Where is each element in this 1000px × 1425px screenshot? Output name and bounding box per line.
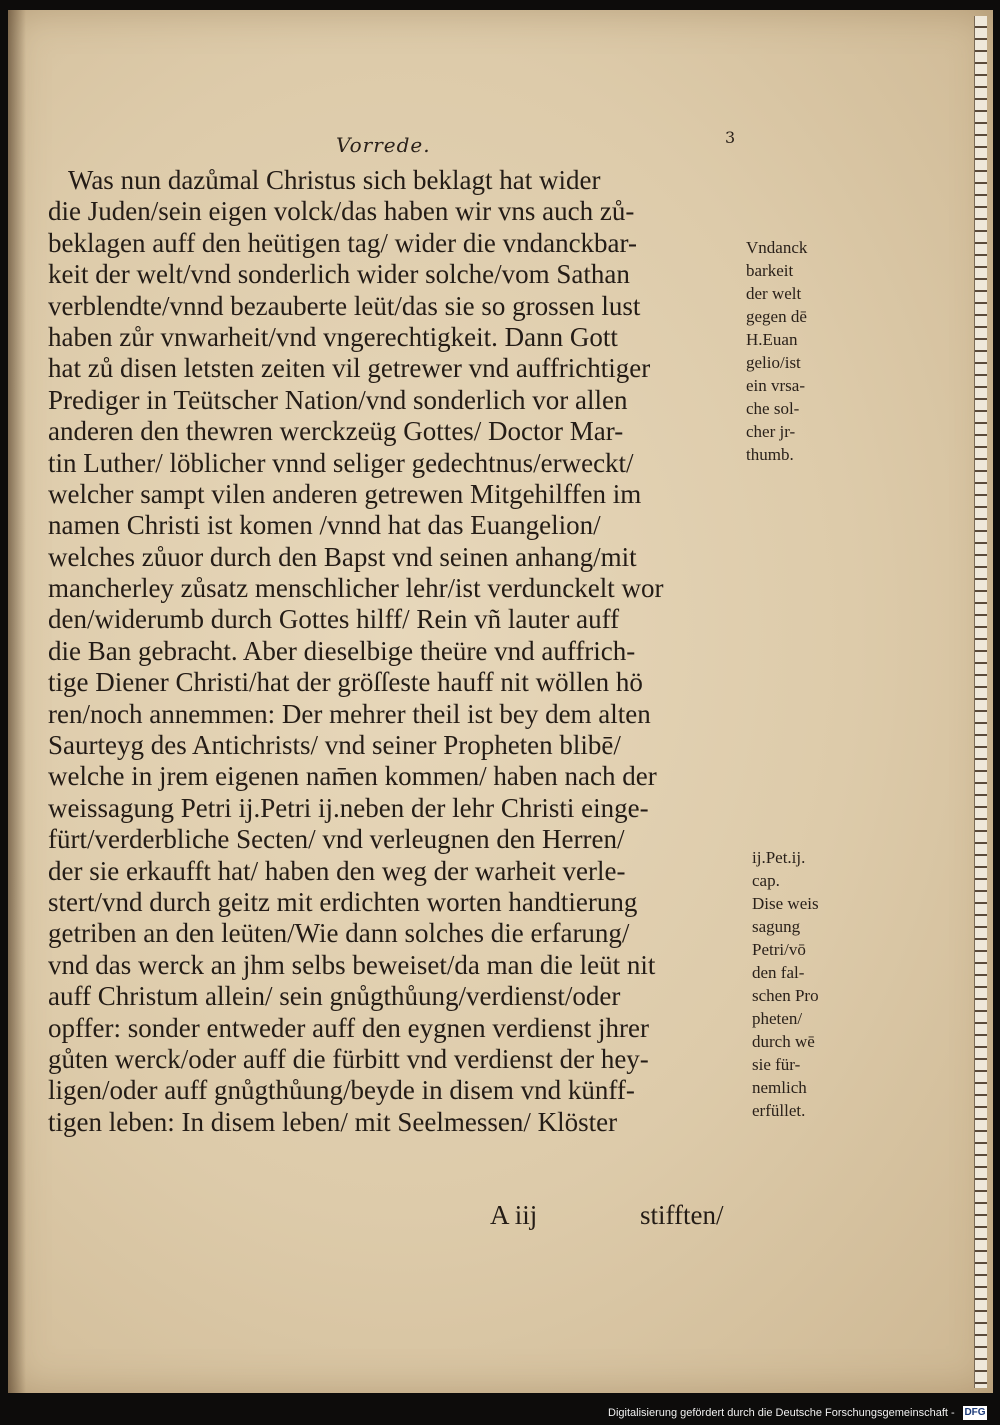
body-line: gůten werck/oder auff die fürbitt vnd verdienst der hey- [48, 1043, 649, 1074]
body-line: anderen den thewren werckzeüg Gottes/ Doctor Mar- [48, 416, 624, 447]
margin-note-line: che sol- [746, 399, 800, 418]
body-line: ren/noch annemmen: Der mehrer theil ist bey dem alten [48, 698, 651, 729]
dfg-logo: DFG [964, 1407, 986, 1418]
body-line: welcher sampt vilen anderen getrewen Mitgehilffen im [48, 478, 642, 509]
margin-note-line: Petri/vō [752, 940, 806, 959]
body-line: mancherley zůsatz menschlicher lehr/ist verdunckelt wor [48, 573, 664, 604]
body-line: verblendte/vnnd bezauberte leüt/das sie so grossen lust [48, 290, 641, 321]
page-number: 3 [725, 128, 736, 147]
body-line: Was nun dazůmal Christus sich beklagt hat wider [68, 165, 601, 195]
catchword: stifften/ [640, 1200, 724, 1230]
margin-note-line: sagung [752, 917, 801, 936]
body-line: weissagung Petri ij.Petri ij.neben der lehr Christi einge- [48, 792, 649, 823]
body-line: die Ban gebracht. Aber dieselbige theüre vnd auffrich- [48, 635, 636, 666]
body-line: stert/vnd durch geitz mit erdichten worten handtierung [48, 886, 638, 917]
body-line: welches zůuor durch den Bapst vnd seinen anhang/mit [48, 541, 637, 572]
body-line: namen Christi ist komen /vnnd hat das Euangelion/ [48, 510, 601, 541]
page-edge-ruler [974, 16, 987, 1388]
body-line: fürt/verderbliche Secten/ vnd verleugnen den Herren/ [48, 824, 625, 855]
body-line: die Juden/sein eigen volck/das haben wir vns auch zů- [48, 196, 635, 227]
body-line: Prediger in Teütscher Nation/vnd sonderlich vor allen [48, 384, 628, 415]
body-line: tin Luther/ löblicher vnnd seliger gedechtnus/erweckt/ [48, 447, 634, 478]
body-line: getriben an den leüten/Wie dann solches die erfarung/ [48, 918, 630, 949]
running-head: Vorrede. [336, 133, 431, 157]
body-line: Saurteyg des Antichrists/ vnd seiner Propheten blibē/ [48, 730, 621, 761]
body-line: ligen/oder auff gnůgthůung/beyde in disem vnd künff- [48, 1075, 635, 1106]
body-line: der sie erkaufft hat/ haben den weg der warheit verle- [48, 855, 626, 886]
margin-note-line: schen Pro [752, 986, 819, 1005]
margin-note-line: gelio/ist [746, 353, 801, 372]
body-line: opffer: sonder entweder auff den eygnen verdienst jhrer [48, 1012, 650, 1043]
margin-note-line: den fal- [752, 963, 805, 982]
margin-note-prophecy [752, 846, 819, 1122]
body-line: vnd das werck an jhm selbs beweiset/da man die leüt nit [48, 949, 656, 980]
margin-note-line: H.Euan [746, 330, 798, 349]
margin-note-line: cap. [752, 871, 780, 890]
signature-mark: A iij [490, 1200, 538, 1230]
body-text [48, 165, 768, 1138]
digitization-credit: Digitalisierung gefördert durch die Deutsche Forschungsgemeinschaft - [608, 1407, 955, 1419]
margin-note-ingratitude [746, 236, 807, 466]
margin-note-line: sie für- [752, 1055, 801, 1074]
margin-note-line: erfüllet. [752, 1101, 806, 1120]
body-line: beklagen auff den heütigen tag/ wider die vndanckbar- [48, 227, 637, 258]
body-line: haben zůr vnwarheit/vnd vngerechtigkeit. Dann Gott [48, 321, 618, 352]
body-line: hat zů disen letsten zeiten vil getrewer vnd auffrichtiger [48, 353, 651, 384]
margin-note-line: ein vrsa- [746, 376, 806, 395]
body-line: tige Diener Christi/hat der gröſſeste hauff nit wöllen hö [48, 667, 643, 698]
body-line: keit der welt/vnd sonderlich wider solche/vom Sathan [48, 259, 630, 290]
body-line: tigen leben: In disem leben/ mit Seelmessen/ Klöster [48, 1106, 618, 1137]
margin-note-line: ij.Pet.ij. [752, 848, 806, 867]
margin-note-line: Vndanck [746, 238, 808, 257]
body-line: welche in jrem eigenen nam̄en kommen/ haben nach der [48, 761, 657, 792]
margin-note-line: nemlich [752, 1078, 807, 1097]
margin-note-line: der welt [746, 284, 802, 303]
margin-note-line: pheten/ [752, 1009, 803, 1028]
margin-note-line: gegen dē [746, 307, 807, 326]
body-line: auff Christum allein/ sein gnůgthůung/verdienst/oder [48, 981, 621, 1012]
margin-note-line: cher jr- [746, 422, 796, 441]
margin-note-line: Dise weis [752, 894, 819, 913]
margin-note-line: durch wē [752, 1032, 815, 1051]
margin-note-line: thumb. [746, 445, 794, 464]
body-line: den/widerumb durch Gottes hilff/ Rein vñ lauter auff [48, 604, 620, 635]
margin-note-line: barkeit [746, 261, 794, 280]
